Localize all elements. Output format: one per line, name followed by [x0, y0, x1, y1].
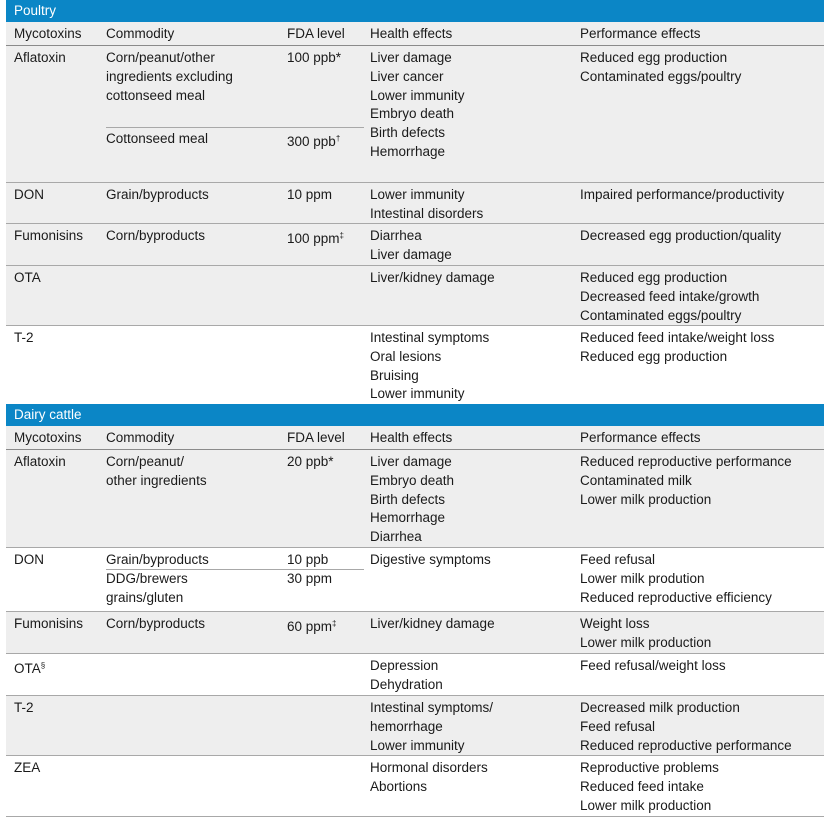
column-header-health-effects: Health effects [370, 26, 453, 41]
column-header-mycotoxins: Mycotoxins [14, 26, 82, 41]
health-effects-cell [370, 49, 465, 162]
cell-line: Lower milk production [580, 797, 712, 813]
cell-line: Weight loss [580, 616, 650, 631]
cell-line: Intestinal disorders [370, 205, 484, 221]
section-title: Dairy cattle [14, 407, 82, 422]
column-header-health-effects: Health effects [370, 430, 453, 445]
toxin-name: OTA [14, 270, 41, 285]
cell-line: Embryo death [370, 106, 455, 122]
column-header-row [6, 22, 824, 46]
performance-effects-cell [580, 615, 711, 653]
health-effects-cell: Liver/kidney damage [370, 270, 495, 285]
health-effects-cell [370, 453, 454, 547]
toxin-name: DON [14, 187, 44, 202]
health-effects-cell [370, 657, 443, 695]
cell-line: Contaminated milk [580, 472, 692, 488]
cell-line: ingredients excluding [106, 68, 233, 84]
cell-line: other ingredients [106, 472, 207, 488]
fda-level: 100 ppb* [287, 50, 342, 65]
toxin-name: OTA§ [14, 661, 46, 676]
cell-line: Feed refusal [580, 552, 656, 567]
health-effects-cell [370, 227, 452, 265]
fda-level: 60 ppm‡ [287, 619, 337, 634]
cell-line: Reduced egg production [580, 270, 728, 285]
fda-level: 30 ppm [287, 571, 333, 586]
cell-line: Corn/peanut/ [106, 454, 185, 469]
footnote-mark: ‡ [332, 619, 337, 628]
table-row [6, 266, 824, 326]
fda-level: 300 ppb† [287, 134, 341, 149]
cell-line: Depression [370, 658, 439, 673]
column-header-row [6, 426, 824, 450]
cell-line: Embryo death [370, 472, 455, 488]
cell-line: Reduced egg production [580, 348, 728, 364]
column-header-fda-level: FDA level [287, 26, 345, 41]
health-effects-cell [370, 759, 488, 797]
commodity-cell [106, 49, 233, 105]
cell-line: Oral lesions [370, 348, 442, 364]
performance-effects-cell [580, 759, 719, 815]
cell-line: Decreased milk production [580, 700, 740, 715]
table-row [6, 224, 824, 266]
fda-level: 20 ppb* [287, 454, 334, 469]
section-title: Poultry [14, 3, 57, 18]
cell-line: Lower immunity [370, 386, 465, 402]
footnote-mark: † [335, 134, 341, 143]
toxin-name: T-2 [14, 330, 34, 345]
health-effects-cell: Digestive symptoms [370, 552, 491, 567]
fda-level: 10 ppb [287, 552, 329, 567]
cell-line: Hemorrhage [370, 510, 446, 526]
commodity-cell: Grain/byproducts [106, 552, 209, 567]
table-row [6, 696, 824, 756]
performance-effects-cell: Impaired performance/productivity [580, 187, 785, 202]
cell-line: DDG/brewers [106, 571, 188, 586]
cell-line: Decreased feed intake/growth [580, 288, 760, 304]
cell-line: Reduced reproductive performance [580, 454, 792, 469]
cell-line: Contaminated eggs/poultry [580, 307, 742, 323]
health-effects-cell: Liver/kidney damage [370, 616, 495, 631]
sub-row [106, 127, 364, 183]
table-row [6, 548, 824, 612]
footnote-mark: § [40, 661, 46, 670]
commodity-cell: Grain/byproducts [106, 187, 209, 202]
cell-line: cottonseed meal [106, 87, 206, 103]
performance-effects-cell: Decreased egg production/quality [580, 228, 782, 243]
cell-line: Contaminated eggs/poultry [580, 68, 742, 84]
performance-effects-cell [580, 49, 741, 87]
toxin-name: T-2 [14, 700, 34, 715]
section-header-poultry [6, 0, 824, 22]
cell-line: Birth defects [370, 125, 446, 141]
column-header-mycotoxins: Mycotoxins [14, 430, 82, 445]
cell-line: Hormonal disorders [370, 760, 488, 775]
fda-level: 100 ppm‡ [287, 231, 344, 246]
cell-line: Lower immunity [370, 87, 465, 103]
commodity-cell: Corn/byproducts [106, 228, 206, 243]
column-header-commodity: Commodity [106, 26, 175, 41]
health-effects-cell [370, 186, 483, 224]
column-header-fda-level: FDA level [287, 430, 345, 445]
commodity-cell: Cottonseed meal [106, 131, 209, 146]
table-row [6, 183, 824, 224]
cell-line: Bruising [370, 367, 419, 383]
cell-line: Reduced reproductive efficiency [580, 589, 772, 605]
cell-line: Lower immunity [370, 187, 465, 202]
cell-line: Liver damage [370, 50, 452, 65]
health-effects-cell [370, 329, 489, 404]
table-row [6, 46, 824, 183]
cell-line: Intestinal symptoms [370, 330, 490, 345]
cell-line: Liver damage [370, 246, 452, 262]
cell-line: Reduced reproductive performance [580, 737, 792, 753]
table-row [6, 450, 824, 548]
fda-level: 10 ppm [287, 187, 333, 202]
cell-line: Abortions [370, 778, 428, 794]
performance-effects-cell [580, 551, 772, 607]
column-header-performance-effects: Performance effects [580, 26, 701, 41]
commodity-cell: Corn/byproducts [106, 616, 206, 631]
cell-line: hemorrhage [370, 718, 443, 734]
toxin-name: Fumonisins [14, 616, 84, 631]
cell-line: Lower milk production [580, 634, 712, 650]
performance-effects-cell: Feed refusal/weight loss [580, 658, 726, 673]
commodity-cell [106, 570, 188, 608]
cell-line: Birth defects [370, 491, 446, 507]
cell-line: Diarrhea [370, 529, 422, 545]
cell-line: Lower immunity [370, 737, 465, 753]
performance-effects-cell [580, 699, 792, 755]
cell-line: Intestinal symptoms/ [370, 700, 494, 715]
cell-line: Liver damage [370, 454, 452, 469]
cell-line: Hemorrhage [370, 143, 446, 159]
column-header-performance-effects: Performance effects [580, 430, 701, 445]
table-row [6, 326, 824, 404]
section-header-dairy-cattle [6, 404, 824, 426]
cell-line: Corn/peanut/other [106, 50, 215, 65]
cell-line: Reproductive problems [580, 760, 719, 775]
table-row [6, 612, 824, 654]
cell-line: Diarrhea [370, 228, 422, 243]
performance-effects-cell [580, 269, 759, 325]
toxin-name: DON [14, 552, 44, 567]
table-row [6, 756, 824, 817]
sub-row [106, 569, 364, 612]
performance-effects-cell [580, 329, 774, 367]
cell-line: Lower milk production [580, 491, 712, 507]
cell-line: Lower milk prodution [580, 570, 705, 586]
toxin-name: Fumonisins [14, 228, 84, 243]
commodity-cell [106, 453, 207, 491]
footnote-mark: ‡ [339, 231, 344, 240]
cell-line: Feed refusal [580, 718, 656, 734]
cell-line: Reduced feed intake/weight loss [580, 330, 775, 345]
column-header-commodity: Commodity [106, 430, 175, 445]
cell-line: Dehydration [370, 676, 443, 692]
toxin-name: Aflatoxin [14, 50, 66, 65]
cell-line: Reduced feed intake [580, 778, 704, 794]
health-effects-cell [370, 699, 493, 755]
cell-line: Reduced egg production [580, 50, 728, 65]
performance-effects-cell [580, 453, 792, 509]
cell-line: Liver cancer [370, 68, 444, 84]
table-row [6, 654, 824, 696]
toxin-name: ZEA [14, 760, 41, 775]
toxin-name: Aflatoxin [14, 454, 66, 469]
cell-line: grains/gluten [106, 589, 184, 605]
mycotoxin-table [6, 0, 824, 817]
